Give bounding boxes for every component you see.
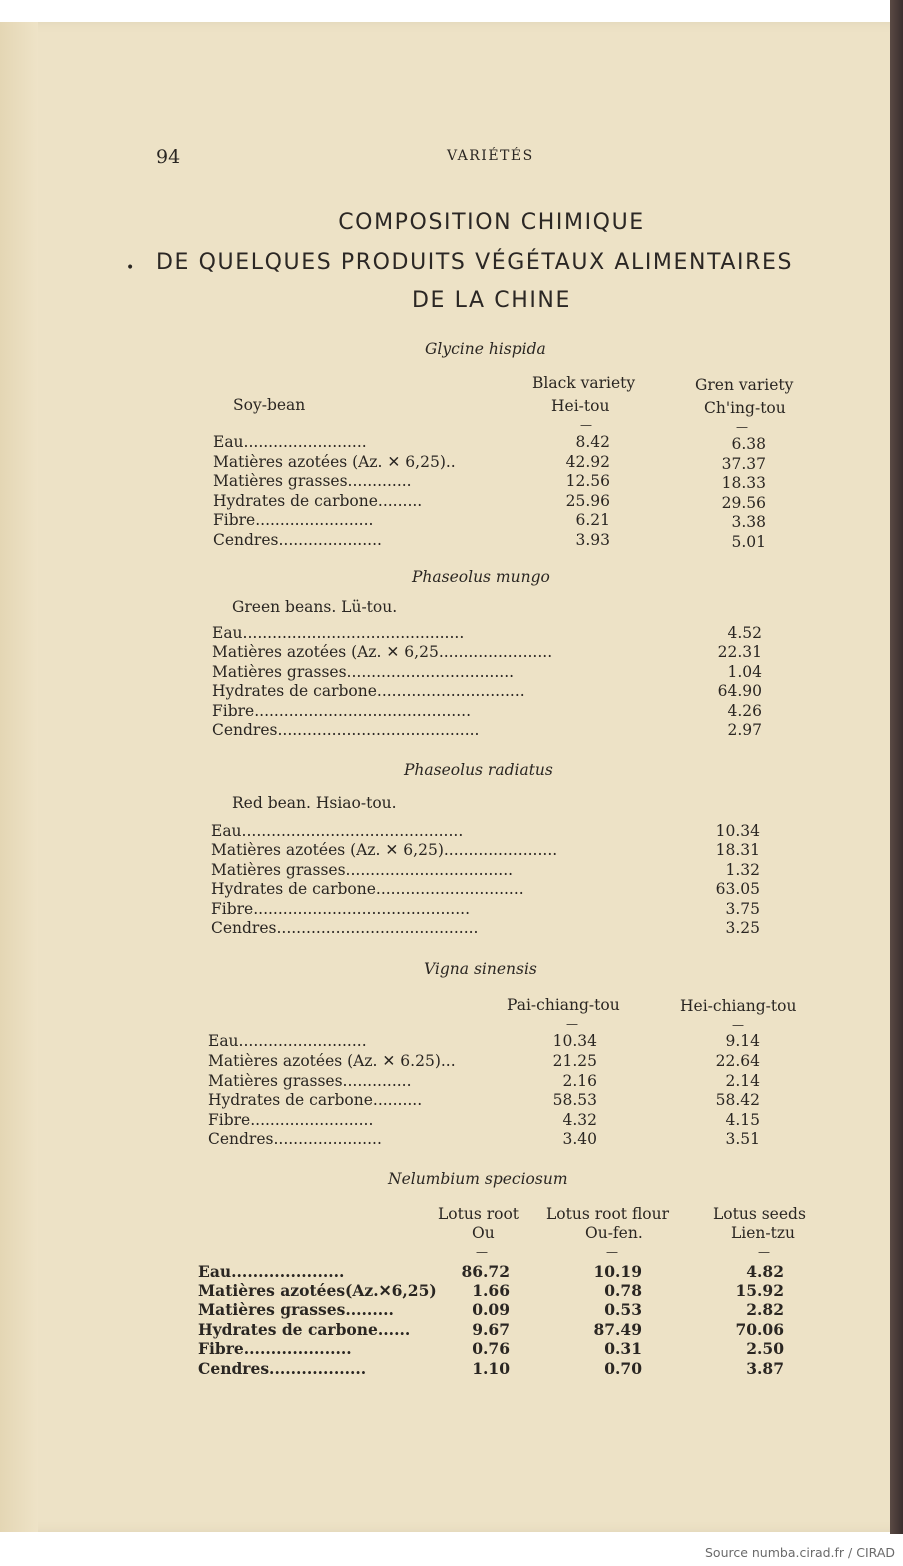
table-row bbox=[211, 841, 557, 859]
table-row bbox=[213, 511, 373, 529]
table-row bbox=[198, 1281, 437, 1300]
row-label: Matières azotées (Az. ✕ 6.25)... bbox=[208, 1052, 456, 1070]
table-row bbox=[212, 624, 464, 642]
row-label: Fibre............................................ bbox=[212, 702, 472, 720]
row-value: 63.05 bbox=[715, 880, 760, 898]
row-value: 3.40 bbox=[562, 1130, 597, 1148]
row-value: 22.31 bbox=[717, 643, 762, 661]
nelumbium-col1-dash: — bbox=[476, 1245, 488, 1259]
row-label: Matières grasses............. bbox=[213, 472, 412, 490]
vigna-col2-dash: — bbox=[732, 1018, 744, 1032]
table-row bbox=[198, 1300, 394, 1319]
vigna-col2-header: Hei-chiang-tou bbox=[680, 997, 797, 1015]
row-value: 8.42 bbox=[575, 433, 610, 451]
row-label: Matières grasses.................................. bbox=[212, 663, 515, 681]
nelumbium-col1-line1: Lotus root bbox=[438, 1205, 520, 1223]
nelumbium-col2-line1: Lotus root flour bbox=[546, 1205, 670, 1223]
row-value: 1.66 bbox=[472, 1281, 510, 1300]
nelumbium-col3-dash: — bbox=[758, 1245, 770, 1259]
row-value: 3.25 bbox=[725, 919, 760, 937]
row-value: 2.97 bbox=[727, 721, 762, 739]
row-value: 2.14 bbox=[725, 1072, 760, 1090]
glycine-col1-dash: — bbox=[580, 418, 592, 432]
row-value: 4.32 bbox=[562, 1111, 597, 1129]
row-label: Hydrates de carbone......... bbox=[213, 492, 423, 510]
table-row bbox=[211, 919, 478, 937]
table-row bbox=[198, 1339, 352, 1358]
table-row bbox=[212, 643, 552, 661]
table-row bbox=[198, 1320, 410, 1339]
row-value: 64.90 bbox=[717, 682, 762, 700]
row-label: Matières azotées (Az. ✕ 6,25)....................... bbox=[211, 841, 558, 859]
row-value: 3.93 bbox=[575, 531, 610, 549]
table-row bbox=[208, 1091, 422, 1109]
row-value: 18.33 bbox=[721, 474, 766, 492]
row-value: 87.49 bbox=[593, 1320, 642, 1339]
nelumbium-col3-line1: Lotus seeds bbox=[713, 1205, 806, 1223]
row-value: 15.92 bbox=[735, 1281, 784, 1300]
row-value: 21.25 bbox=[552, 1052, 597, 1070]
row-value: 0.53 bbox=[604, 1300, 642, 1319]
row-value: 1.32 bbox=[725, 861, 760, 879]
row-value: 5.01 bbox=[731, 533, 766, 551]
title-line-3: DE LA CHINE bbox=[412, 288, 571, 313]
vigna-col1-dash: — bbox=[566, 1017, 578, 1031]
page-number: 94 bbox=[156, 146, 181, 168]
row-value: 0.76 bbox=[472, 1339, 510, 1358]
glycine-col1-line1: Black variety bbox=[532, 374, 636, 392]
row-value: 22.64 bbox=[715, 1052, 760, 1070]
table-row bbox=[213, 531, 382, 549]
glycine-subject: Soy-bean bbox=[233, 396, 306, 414]
row-value: 12.56 bbox=[565, 472, 610, 490]
margin-dot: • bbox=[126, 260, 135, 276]
table-row bbox=[211, 861, 513, 879]
source-credit: Source numba.cirad.fr / CIRAD bbox=[704, 1545, 895, 1560]
row-value: 6.38 bbox=[731, 435, 766, 453]
nelumbium-col3-line2: Lien-tzu bbox=[731, 1224, 796, 1242]
mungo-subject: Green beans. Lü-tou. bbox=[232, 598, 398, 616]
row-value: 1.10 bbox=[472, 1359, 510, 1378]
table-row bbox=[213, 492, 422, 510]
radiatus-subject: Red bean. Hsiao-tou. bbox=[232, 794, 397, 812]
row-value: 86.72 bbox=[461, 1262, 510, 1281]
row-value: 0.70 bbox=[604, 1359, 642, 1378]
table-row bbox=[213, 472, 412, 490]
glycine-col1-line2: Hei-tou bbox=[551, 397, 610, 415]
row-value: 2.82 bbox=[746, 1300, 784, 1319]
table-row bbox=[208, 1111, 373, 1129]
row-label: Eau..................... bbox=[198, 1262, 345, 1281]
row-value: 4.52 bbox=[727, 624, 762, 642]
row-label: Cendres.................. bbox=[198, 1359, 367, 1378]
running-title: VARIÉTÉS bbox=[447, 148, 534, 164]
section-glycine-title: Glycine hispida bbox=[425, 340, 546, 358]
row-label: Fibre......................... bbox=[208, 1111, 374, 1129]
row-label: Fibre.................... bbox=[198, 1339, 352, 1358]
table-row bbox=[212, 663, 514, 681]
table-row bbox=[212, 682, 525, 700]
table-row bbox=[208, 1032, 367, 1050]
row-value: 58.42 bbox=[715, 1091, 760, 1109]
row-value: 6.21 bbox=[575, 511, 610, 529]
row-label: Eau.......................... bbox=[208, 1032, 367, 1050]
nelumbium-col2-line2: Ou bbox=[472, 1224, 495, 1242]
row-value: 25.96 bbox=[565, 492, 610, 510]
nelumbium-col2-dash: — bbox=[606, 1245, 618, 1259]
row-value: 37.37 bbox=[721, 455, 766, 473]
table-row bbox=[213, 433, 367, 451]
nelumbium-col2-line2: Ou-fen. bbox=[585, 1224, 643, 1242]
row-label: Fibre............................................ bbox=[211, 900, 471, 918]
row-value: 0.31 bbox=[604, 1339, 642, 1358]
row-value: 0.09 bbox=[472, 1300, 510, 1319]
row-value: 58.53 bbox=[552, 1091, 597, 1109]
row-label: Hydrates de carbone.............................. bbox=[211, 880, 524, 898]
row-value: 3.38 bbox=[731, 513, 766, 531]
table-row bbox=[212, 702, 471, 720]
glycine-col2-line1: Gren variety bbox=[695, 376, 794, 394]
row-label: Cendres......................................... bbox=[211, 919, 479, 937]
section-mungo-title: Phaseolus mungo bbox=[412, 568, 550, 586]
title-line-2: DE QUELQUES PRODUITS VÉGÉTAUX ALIMENTAIRES bbox=[156, 250, 794, 275]
row-value: 29.56 bbox=[721, 494, 766, 512]
row-label: Matières grasses......... bbox=[198, 1300, 394, 1319]
row-label: Matières azotées (Az. ✕ 6,25....................... bbox=[212, 643, 553, 661]
row-value: 2.50 bbox=[746, 1339, 784, 1358]
row-value: 4.15 bbox=[725, 1111, 760, 1129]
table-row bbox=[212, 721, 479, 739]
table-row bbox=[211, 880, 524, 898]
row-value: 3.87 bbox=[746, 1359, 784, 1378]
row-value: 18.31 bbox=[715, 841, 760, 859]
row-value: 1.04 bbox=[727, 663, 762, 681]
row-label: Fibre........................ bbox=[213, 511, 374, 529]
row-value: 42.92 bbox=[565, 453, 610, 471]
row-value: 10.34 bbox=[715, 822, 760, 840]
vigna-col1-header: Pai-chiang-tou bbox=[507, 996, 620, 1014]
row-label: Cendres..................... bbox=[213, 531, 382, 549]
title-line-1: COMPOSITION CHIMIQUE bbox=[338, 210, 645, 235]
row-value: 4.26 bbox=[727, 702, 762, 720]
table-row bbox=[211, 900, 470, 918]
row-value: 0.78 bbox=[604, 1281, 642, 1300]
table-row bbox=[208, 1072, 412, 1090]
row-label: Eau......................... bbox=[213, 433, 367, 451]
row-value: 70.06 bbox=[735, 1320, 784, 1339]
row-label: Cendres...................... bbox=[208, 1130, 382, 1148]
table-row bbox=[208, 1130, 382, 1148]
row-label: Hydrates de carbone...... bbox=[198, 1320, 411, 1339]
table-row bbox=[213, 453, 456, 471]
table-row bbox=[198, 1359, 366, 1378]
row-label: Eau............................................. bbox=[211, 822, 464, 840]
table-row bbox=[198, 1262, 344, 1281]
section-radiatus-title: Phaseolus radiatus bbox=[404, 761, 553, 779]
row-value: 3.51 bbox=[725, 1130, 760, 1148]
section-vigna-title: Vigna sinensis bbox=[424, 960, 537, 978]
row-value: 10.34 bbox=[552, 1032, 597, 1050]
glycine-col2-line2: Ch'ing-tou bbox=[704, 399, 786, 417]
row-label: Matières azotées (Az. ✕ 6,25).. bbox=[213, 453, 456, 471]
row-label: Hydrates de carbone.............................. bbox=[212, 682, 525, 700]
row-label: Cendres......................................... bbox=[212, 721, 480, 739]
table-row bbox=[208, 1052, 456, 1070]
row-value: 3.75 bbox=[725, 900, 760, 918]
glycine-col2-dash: — bbox=[736, 420, 748, 434]
row-label: Hydrates de carbone.......... bbox=[208, 1091, 423, 1109]
row-value: 2.16 bbox=[562, 1072, 597, 1090]
row-value: 4.82 bbox=[746, 1262, 784, 1281]
row-label: Matières grasses.................................. bbox=[211, 861, 514, 879]
table-row bbox=[211, 822, 463, 840]
row-label: Matières azotées(Az.✕6,25) bbox=[198, 1281, 437, 1300]
row-value: 9.14 bbox=[725, 1032, 760, 1050]
row-value: 10.19 bbox=[593, 1262, 642, 1281]
row-label: Matières grasses.............. bbox=[208, 1072, 412, 1090]
row-value: 9.67 bbox=[472, 1320, 510, 1339]
section-nelumbium-title: Nelumbium speciosum bbox=[388, 1170, 568, 1188]
row-label: Eau............................................. bbox=[212, 624, 465, 642]
